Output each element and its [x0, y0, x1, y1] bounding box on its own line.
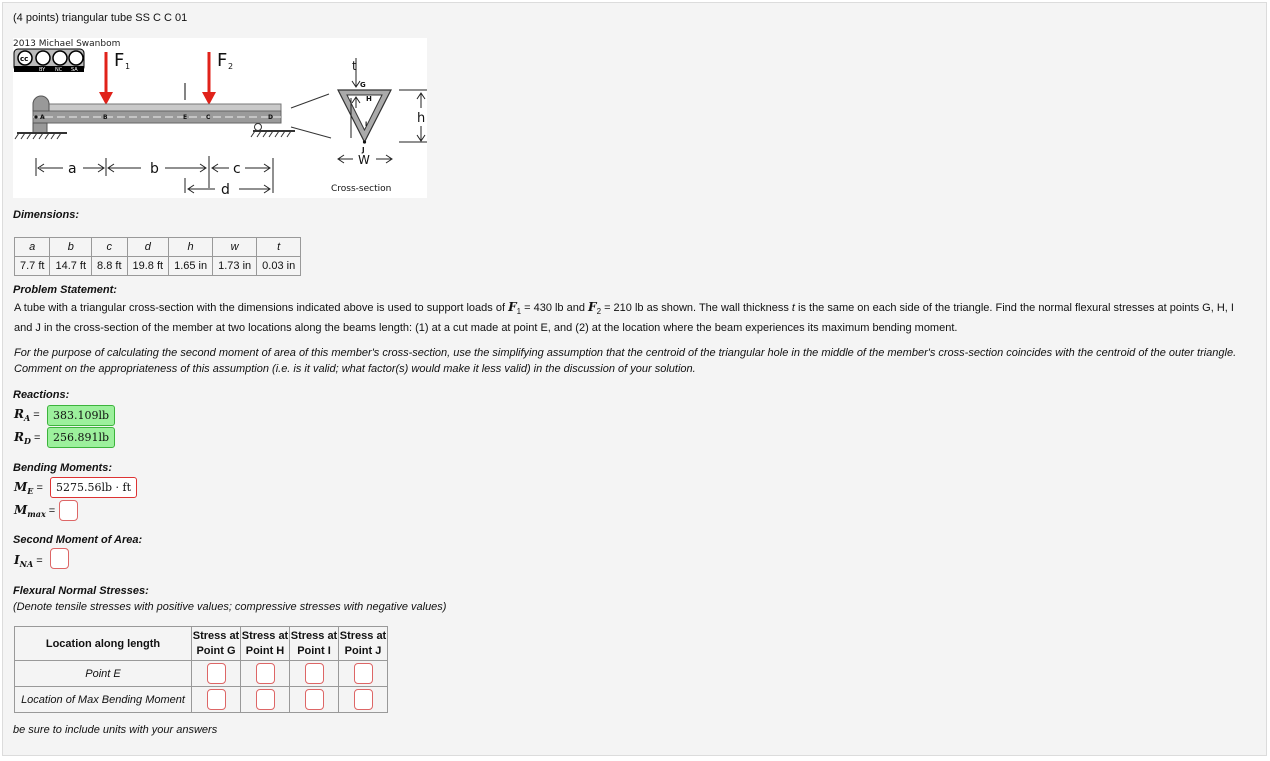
- point-d-label: D: [268, 114, 273, 121]
- dim-c-label: c: [233, 161, 241, 177]
- dim-header: t: [257, 238, 301, 257]
- row-point-e-label: Point E: [15, 661, 192, 687]
- stress-h-header: Stress at Point H: [241, 627, 290, 661]
- stress-i-point-e-input[interactable]: [305, 663, 324, 684]
- ra-label: $R_A$ =: [14, 407, 40, 424]
- rd-label: $R_D$ =: [14, 430, 41, 447]
- question-panel: [2, 2, 1267, 756]
- stress-h-max-input[interactable]: [256, 689, 275, 710]
- area-heading: Second Moment of Area:: [13, 534, 143, 546]
- problem-heading: Problem Statement:: [13, 284, 117, 296]
- badge-nc: NC: [55, 67, 63, 73]
- license-badge: [14, 49, 84, 73]
- cs-label-w: W: [358, 153, 370, 167]
- cell: [241, 661, 290, 687]
- stress-j-point-e-input[interactable]: [354, 663, 373, 684]
- point-a-label: A: [40, 114, 45, 121]
- cell: [241, 687, 290, 713]
- cs-label-g: G: [360, 81, 366, 89]
- row-max-moment-label: Location of Max Bending Moment: [15, 687, 192, 713]
- stresses-note: (Denote tensile stresses with positive values; compressive stresses with negative values): [13, 601, 447, 613]
- dim-header: w: [213, 238, 257, 257]
- dim-header: h: [169, 238, 213, 257]
- dim-a-label: a: [68, 161, 77, 177]
- stress-g-point-e-input[interactable]: [207, 663, 226, 684]
- problem-statement: [14, 299, 1264, 336]
- me-label: $M_E$ =: [14, 480, 43, 497]
- me-answer[interactable]: 5275.56lb · ft: [50, 477, 137, 498]
- reactions-heading: Reactions:: [13, 389, 70, 401]
- dim-value: 1.73 in: [213, 257, 257, 276]
- cell: [192, 687, 241, 713]
- dim-value: 0.03 in: [257, 257, 301, 276]
- force-f1-arrow: [99, 50, 130, 105]
- cs-label-h: H: [366, 95, 372, 103]
- dimensions-heading: Dimensions:: [13, 209, 80, 221]
- force-f2-arrow: [202, 50, 233, 105]
- question-title: (4 points) triangular tube SS C C 01: [13, 12, 188, 24]
- dim-header: d: [127, 238, 169, 257]
- stress-j-header: Stress at Point J: [339, 627, 388, 661]
- problem-line-1: A tube with a triangular cross-section with the dimensions indicated above is used to support loads of $F_1 = 430$ lb and $F_2 = 210$ lb as shown. The wall thickness t is the same on each side of the triangle. Find the normal flexural stresses at points G, H, I: [14, 300, 1234, 317]
- mmax-input[interactable]: [59, 500, 78, 521]
- point-e-label: E: [183, 114, 188, 121]
- stress-g-max-input[interactable]: [207, 689, 226, 710]
- stress-i-max-input[interactable]: [305, 689, 324, 710]
- beam: [33, 104, 281, 123]
- badge-by: BY: [39, 67, 46, 73]
- cell: [192, 661, 241, 687]
- point-c-label: C: [206, 114, 211, 121]
- cross-section: [338, 58, 427, 163]
- stress-j-max-input[interactable]: [354, 689, 373, 710]
- dim-value: 14.7 ft: [50, 257, 92, 276]
- cs-label-h-dim: h: [417, 111, 426, 126]
- f1-label: F: [114, 50, 125, 71]
- dim-header: b: [50, 238, 92, 257]
- cell: [339, 687, 388, 713]
- badge-sa: SA: [71, 67, 78, 73]
- stress-h-point-e-input[interactable]: [256, 663, 275, 684]
- svg-text:cc: cc: [20, 55, 29, 63]
- cs-label-t: t: [352, 59, 357, 73]
- cs-label-j: J: [362, 146, 365, 154]
- cell: [290, 661, 339, 687]
- stress-g-header: Stress at Point G: [192, 627, 241, 661]
- dim-d-label: d: [221, 182, 230, 198]
- assumption-line-1: For the purpose of calculating the second moment of area of this member's cross-section, use the simplifying assumption that the centroid of the triangular hole in the middle of the member's cross-section coincides with the centroid of the outer triangle.: [14, 347, 1237, 359]
- point-b-label: B: [103, 114, 108, 121]
- ina-label: $I_{NA}$ =: [14, 553, 43, 570]
- cell: [339, 661, 388, 687]
- dimensions-table: [14, 237, 301, 276]
- f2-sub: 2: [228, 62, 234, 71]
- dim-value: 8.8 ft: [92, 257, 127, 276]
- dim-header: a: [15, 238, 50, 257]
- f1-sub: 1: [125, 62, 131, 71]
- units-reminder: be sure to include units with your answers: [13, 724, 218, 736]
- roller-support-d: [251, 124, 295, 138]
- cs-label-i: I: [365, 121, 368, 128]
- credit-text: 2013 Michael Swanbom: [13, 39, 121, 49]
- stress-i-header: Stress at Point I: [290, 627, 339, 661]
- location-header: Location along length: [15, 627, 192, 661]
- assumption-note: [14, 345, 1264, 377]
- cross-section-caption: Cross-section: [331, 184, 392, 194]
- moments-heading: Bending Moments:: [13, 462, 112, 474]
- dim-value: 1.65 in: [169, 257, 213, 276]
- dim-value: 7.7 ft: [15, 257, 50, 276]
- ra-answer[interactable]: 383.109lb: [47, 405, 115, 426]
- dim-value: 19.8 ft: [127, 257, 169, 276]
- f2-label: F: [217, 50, 228, 71]
- rd-answer[interactable]: 256.891lb: [47, 427, 115, 448]
- dim-header: c: [92, 238, 127, 257]
- mmax-label: $M_{max}$ =: [14, 503, 56, 520]
- problem-line-2: and J in the cross-section of the member at two locations along the beams length: (1) at a cut made at point E, and (2) at the location where the beam experiences its maximum bending moment.: [14, 322, 958, 335]
- assumption-line-2: Comment on the appropriateness of this assumption (i.e. is it valid; what factor(s) would make it less valid) in the discussion of your solution.: [14, 363, 696, 375]
- ina-input[interactable]: [50, 548, 69, 569]
- dim-b-label: b: [150, 161, 159, 177]
- beam-diagram: [13, 38, 427, 198]
- cell: [290, 687, 339, 713]
- stress-table: [14, 626, 388, 713]
- stresses-heading: Flexural Normal Stresses:: [13, 585, 149, 597]
